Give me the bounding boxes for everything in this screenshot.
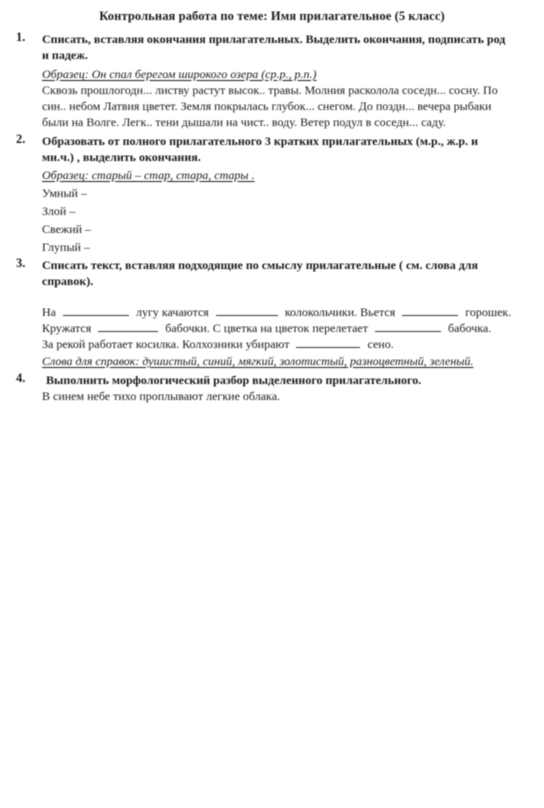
task-2-item: Злой – [42, 204, 76, 218]
task-4-heading: Выполнить морфологический разбор выделенного прилагательного. [46, 373, 422, 387]
task-2-item: Глупый – [42, 240, 90, 254]
sentence-text: лугу качаются [136, 305, 209, 319]
page-title: Контрольная работа по теме: Имя прилагательное (5 класс) [99, 9, 445, 23]
answer-blank [98, 321, 158, 332]
sentence-text: бабочки. С цветка на цветок перелетает [165, 321, 368, 335]
task-2-number: 2. [16, 132, 26, 146]
sentence-text: Кружатся [42, 321, 92, 335]
task-1-heading-line-1: Списать, вставляя окончания прилагательных. Выделить окончания, подписать род [42, 32, 506, 46]
sentence-text: На [42, 305, 56, 319]
task-1-text-line-2: син.. небом Латвия цветет. Земля покрылась глубок... снегом. До поздн... вечера рыбаки [42, 99, 492, 113]
task-3-heading-line-1: Списать текст, вставляя подходящие по смыслу прилагательные ( см. слова для [42, 258, 479, 272]
sentence-text: сено. [367, 337, 394, 351]
task-2-item: Умный – [42, 186, 87, 200]
task-2-heading-line-1: Образовать от полного прилагательного 3 кратких прилагательных (м.р., ж.р. и [42, 134, 478, 148]
answer-blank [63, 305, 129, 316]
sentence-text: бабочка. [448, 321, 492, 335]
task-1-example: Образец: Он спал берегом широкого озера (ср.р., р.п.) [42, 67, 317, 81]
answer-blank [375, 321, 441, 332]
task-2-item: Свежий – [42, 222, 92, 236]
answer-blank [296, 337, 360, 348]
task-3-sentence-2 [42, 320, 522, 336]
task-1-text-line-3: были на Волге. Легк.. тени дышали на чист.. воду. Ветер подул в соседн... саду. [42, 115, 446, 129]
task-2-heading-line-2: мн.ч.) , выделить окончания. [42, 150, 201, 164]
task-2-example: Образец: старый – стар, стара, стары . [42, 168, 255, 182]
task-4-sentence: В синем небе тихо проплывают легкие облака. [42, 389, 281, 403]
task-4-number: 4. [16, 371, 26, 385]
task-3-sentence-1 [42, 304, 522, 320]
task-3-number: 3. [16, 256, 26, 270]
task-3-sentence-3 [42, 336, 522, 352]
sentence-text: горошек. [465, 305, 512, 319]
task-3-reference-words: Слова для справок: душистый, синий, мягкий, золотистый, разноцветный, зеленый. [42, 354, 474, 368]
task-1-text-line-1: Сквозь прошлогодн... листву растут высок.. травы. Молния расколола соседн... сосну. По [42, 83, 498, 97]
task-1-heading-line-2: и падеж. [42, 48, 88, 62]
sentence-text: колокольчики. Вьется [284, 305, 396, 319]
sentence-text: За рекой работает косилка. Колхозники убирают [42, 337, 290, 351]
answer-blank [402, 305, 458, 316]
answer-blank [216, 305, 278, 316]
task-1-number: 1. [16, 30, 26, 44]
task-3-heading-line-2: справок). [42, 274, 94, 288]
